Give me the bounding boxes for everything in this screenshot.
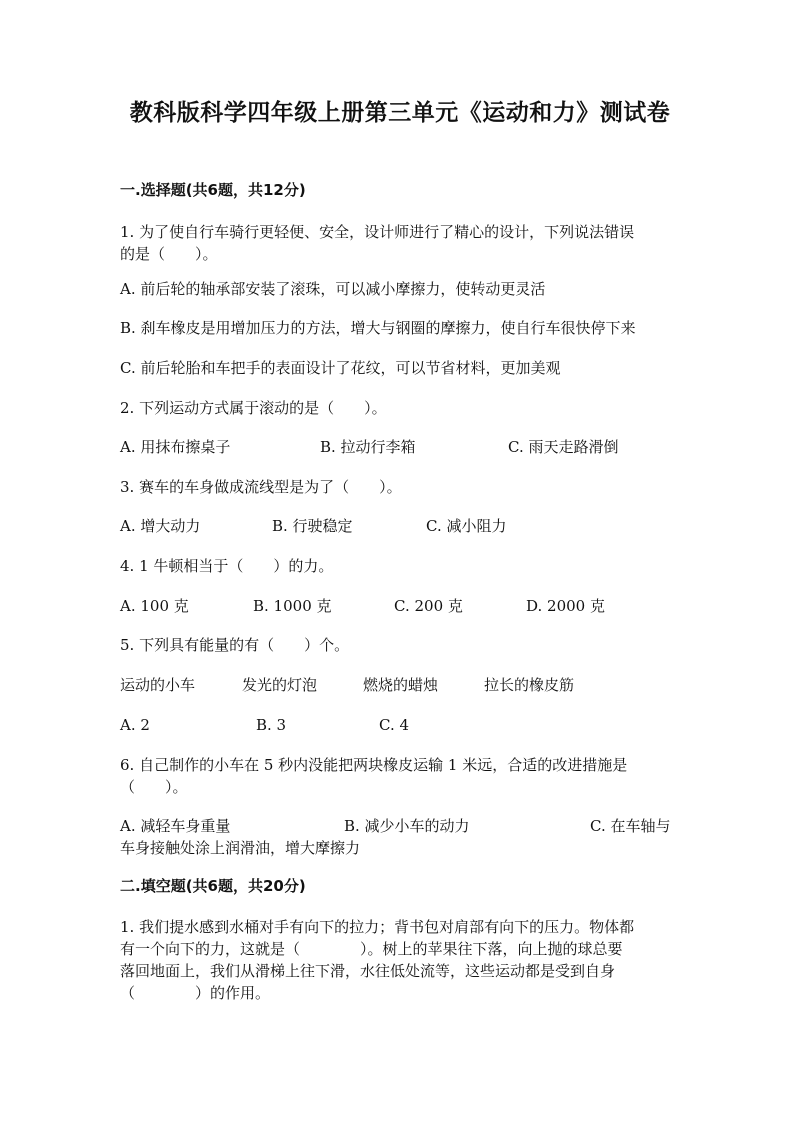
question-5-item: 发光的灯泡	[242, 676, 318, 694]
question-5-option-b: B. 3	[256, 716, 287, 734]
question-1-option-a: A. 前后轮的轴承部安装了滚珠，可以减小摩擦力，使转动更灵活	[120, 280, 546, 298]
question-6-option-c-continued: 车身接触处涂上润滑油，增大摩擦力	[120, 839, 361, 857]
question-2-stem: 2. 下列运动方式属于滚动的是（ ）。	[120, 399, 387, 417]
question-6-option-c: C. 在车轴与	[590, 817, 671, 835]
fill-question-1-line1: 1. 我们提水感到水桶对手有向下的拉力；背书包对肩部有向下的压力。物体都	[120, 918, 635, 936]
fill-question-1-line2: 有一个向下的力，这就是（ ）。树上的苹果往下落，向上抛的球总要	[120, 940, 623, 958]
question-2-option-a: A. 用抹布擦桌子	[120, 438, 231, 456]
section-heading-choice: 一.选择题(共6题，共12分)	[120, 181, 306, 199]
question-5-stem: 5. 下列具有能量的有（ ）个。	[120, 636, 350, 654]
question-5-item: 运动的小车	[120, 676, 196, 694]
question-4-option-d: D. 2000 克	[526, 597, 605, 615]
question-4-stem: 4. 1 牛顿相当于（ ）的力。	[120, 557, 334, 575]
question-1-option-c: C. 前后轮胎和车把手的表面设计了花纹，可以节省材料，更加美观	[120, 359, 561, 377]
question-6-option-a: A. 减轻车身重量	[120, 817, 231, 835]
question-5-option-c: C. 4	[379, 716, 410, 734]
question-5-item: 燃烧的蜡烛	[363, 676, 439, 694]
question-2-option-c: C. 雨天走路滑倒	[508, 438, 619, 456]
question-6-stem-line1: 6. 自己制作的小车在 5 秒内没能把两块橡皮运输 1 米远，合适的改进措施是	[120, 756, 628, 774]
question-5-option-a: A. 2	[120, 716, 150, 734]
section-heading-fill-blank: 二.填空题(共6题，共20分)	[120, 877, 306, 895]
question-4-option-c: C. 200 克	[394, 597, 463, 615]
question-3-option-b: B. 行驶稳定	[272, 517, 353, 535]
question-3-stem: 3. 赛车的车身做成流线型是为了（ ）。	[120, 478, 402, 496]
question-4-option-b: B. 1000 克	[253, 597, 332, 615]
question-2-option-b: B. 拉动行李箱	[320, 438, 416, 456]
fill-question-1-line3: 落回地面上，我们从滑梯上往下滑，水往低处流等，这些运动都是受到自身	[120, 962, 616, 980]
page-title: 教科版科学四年级上册第三单元《运动和力》测试卷	[129, 100, 671, 126]
question-1-stem-line2: 的是（ ）。	[120, 245, 218, 263]
question-1-option-b: B. 刹车橡皮是用增加压力的方法，增大与钢圈的摩擦力，使自行车很快停下来	[120, 319, 636, 337]
question-6-option-b: B. 减少小车的动力	[344, 817, 470, 835]
fill-question-1-line4: （ ）的作用。	[120, 984, 271, 1002]
question-4-option-a: A. 100 克	[120, 597, 189, 615]
question-1-stem-line1: 1. 为了使自行车骑行更轻便、安全，设计师进行了精心的设计，下列说法错误	[120, 223, 635, 241]
question-6-stem-line2: （ ）。	[120, 778, 188, 796]
question-5-item: 拉长的橡皮筋	[484, 676, 575, 694]
question-3-option-c: C. 减小阻力	[426, 517, 507, 535]
question-3-option-a: A. 增大动力	[120, 517, 201, 535]
